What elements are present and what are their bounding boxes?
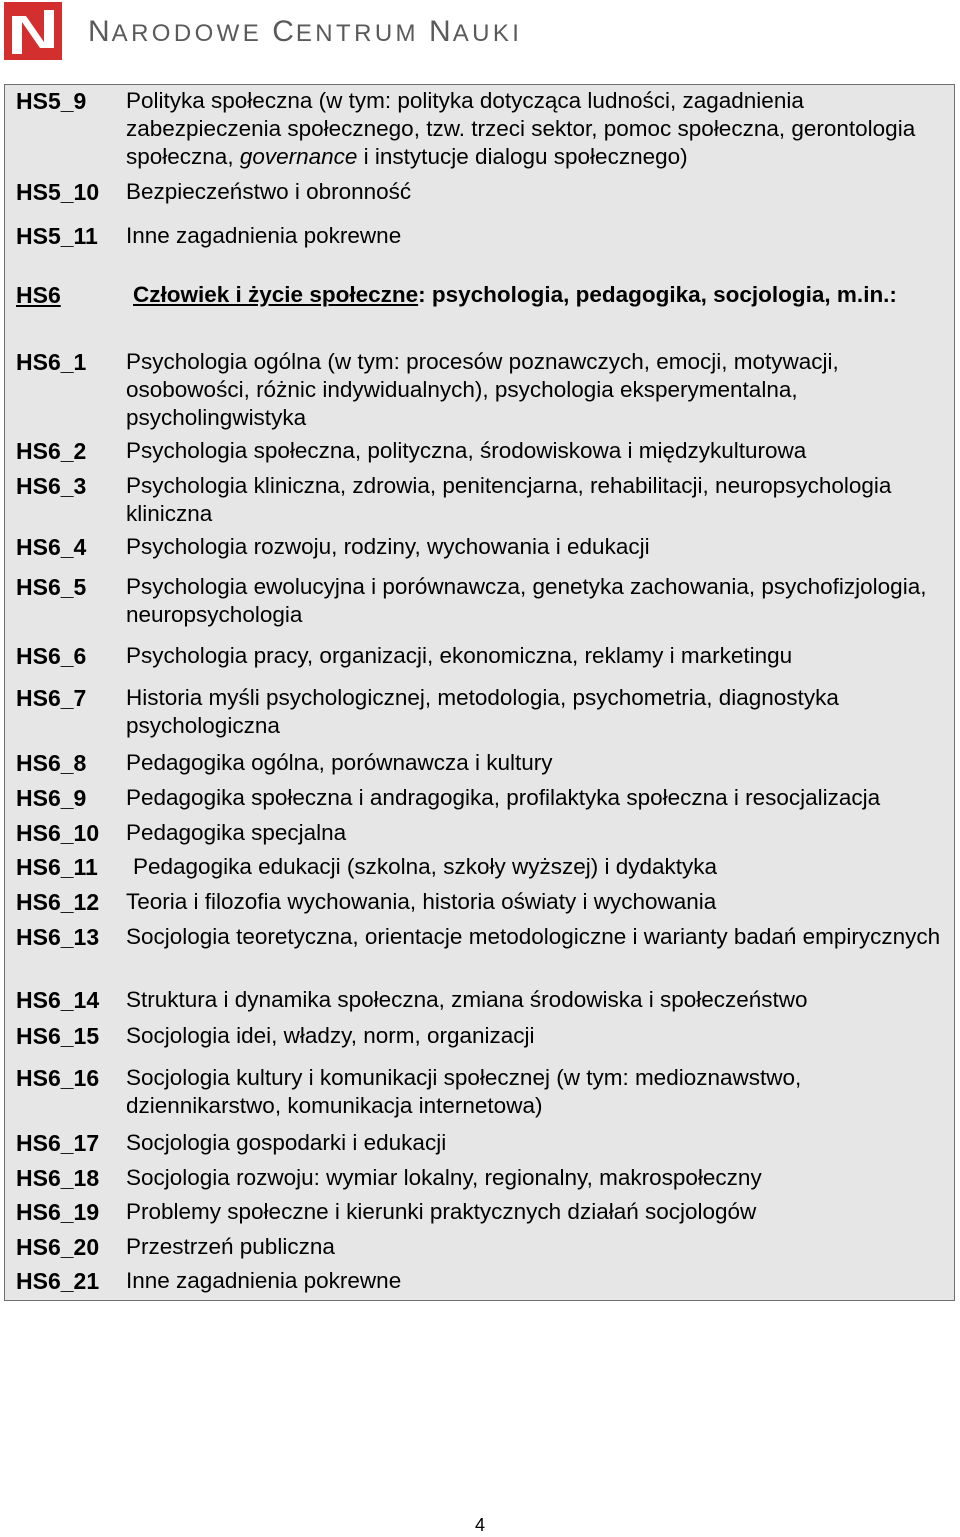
row-code: HS6_1 [16, 349, 87, 375]
row-description: Psychologia pracy, organizacji, ekonomiczna, reklamy i marketingu [126, 643, 793, 668]
row-code: HS6_15 [16, 1023, 100, 1049]
row-description: Pedagogika specjalna [126, 820, 347, 845]
row-code: HS6_10 [16, 820, 100, 846]
row-code: HS5_10 [16, 179, 100, 205]
row-code: HS6_6 [16, 643, 87, 669]
brand-name: NARODOWE CENTRUM NAUKI [88, 15, 523, 48]
row-description: Teoria i filozofia wychowania, historia oświaty i wychowania [126, 889, 717, 914]
row-description: Socjologia gospodarki i edukacji [126, 1130, 447, 1155]
row-code: HS6_21 [16, 1268, 100, 1294]
row-code: HS6_20 [16, 1234, 100, 1260]
row-description: Pedagogika społeczna i andragogika, profilaktyka społeczna i resocjalizacja [126, 785, 881, 810]
row-code: HS6_4 [16, 534, 87, 560]
row-code: HS6_7 [16, 685, 87, 711]
row-description: Inne zagadnienia pokrewne [126, 1268, 402, 1293]
section-code: HS6 [16, 282, 61, 308]
row-description: Psychologia społeczna, polityczna, środowiskowa i międzykulturowa [126, 438, 807, 463]
page-header [0, 0, 960, 70]
row-description: Socjologia rozwoju: wymiar lokalny, regionalny, makrospołeczny [126, 1165, 762, 1190]
ncn-logo-icon [4, 2, 62, 60]
page-number: 4 [474, 1515, 485, 1535]
row-code: HS6_18 [16, 1165, 100, 1191]
row-description: Psychologia ogólna (w tym: procesów poznawczych, emocji, motywacji, osobowości, różnic indywidualnych), psychologia eksperymentalna, psycholingwistyka [126, 349, 839, 430]
row-description: Przestrzeń publiczna [126, 1234, 335, 1259]
row-description: Polityka społeczna (w tym: polityka dotycząca ludności, zagadnienia zabezpieczenia społecznego, tzw. trzeci sektor, pomoc społeczna, gerontologia społeczna, governance i instytucje dialogu społecznego) [126, 88, 916, 169]
row-description: Bezpieczeństwo i obronność [126, 179, 412, 204]
row-code: HS6_8 [16, 750, 87, 776]
row-code: HS6_12 [16, 889, 100, 915]
discipline-table [4, 84, 955, 1301]
section-title: Człowiek i życie społeczne: psychologia, pedagogika, socjologia, m.in.: [133, 282, 897, 307]
row-code: HS6_14 [16, 987, 100, 1013]
row-description: Problemy społeczne i kierunki praktycznych działań socjologów [126, 1199, 757, 1224]
row-code: HS6_2 [16, 438, 87, 464]
row-code: HS6_9 [16, 785, 87, 811]
row-description: Struktura i dynamika społeczna, zmiana środowiska i społeczeństwo [126, 987, 808, 1012]
row-description: Pedagogika edukacji (szkolna, szkoły wyższej) i dydaktyka [133, 854, 718, 879]
row-description: Pedagogika ogólna, porównawcza i kultury [126, 750, 553, 775]
row-code: HS6_19 [16, 1199, 100, 1225]
row-code: HS6_17 [16, 1130, 100, 1156]
row-description: Psychologia kliniczna, zdrowia, penitencjarna, rehabilitacji, neuropsychologia kliniczna [126, 473, 892, 526]
row-code: HS6_5 [16, 574, 87, 600]
row-code: HS6_11 [16, 854, 98, 880]
row-code: HS5_9 [16, 88, 87, 114]
row-description: Psychologia rozwoju, rodziny, wychowania i edukacji [126, 534, 650, 559]
row-description: Socjologia idei, władzy, norm, organizacji [126, 1023, 535, 1048]
row-code: HS6_13 [16, 924, 100, 950]
row-description: Socjologia teoretyczna, orientacje metodologiczne i warianty badań empirycznych [126, 924, 941, 949]
row-description: Inne zagadnienia pokrewne [126, 223, 402, 248]
row-code: HS6_3 [16, 473, 87, 499]
row-code: HS5_11 [16, 223, 98, 249]
row-description: Psychologia ewolucyjna i porównawcza, genetyka zachowania, psychofizjologia, neuropsychologia [126, 574, 927, 627]
row-description: Socjologia kultury i komunikacji społecznej (w tym: medioznawstwo, dziennikarstwo, komunikacja internetowa) [126, 1065, 802, 1118]
row-description: Historia myśli psychologicznej, metodologia, psychometria, diagnostyka psychologiczna [126, 685, 839, 738]
row-code: HS6_16 [16, 1065, 100, 1091]
